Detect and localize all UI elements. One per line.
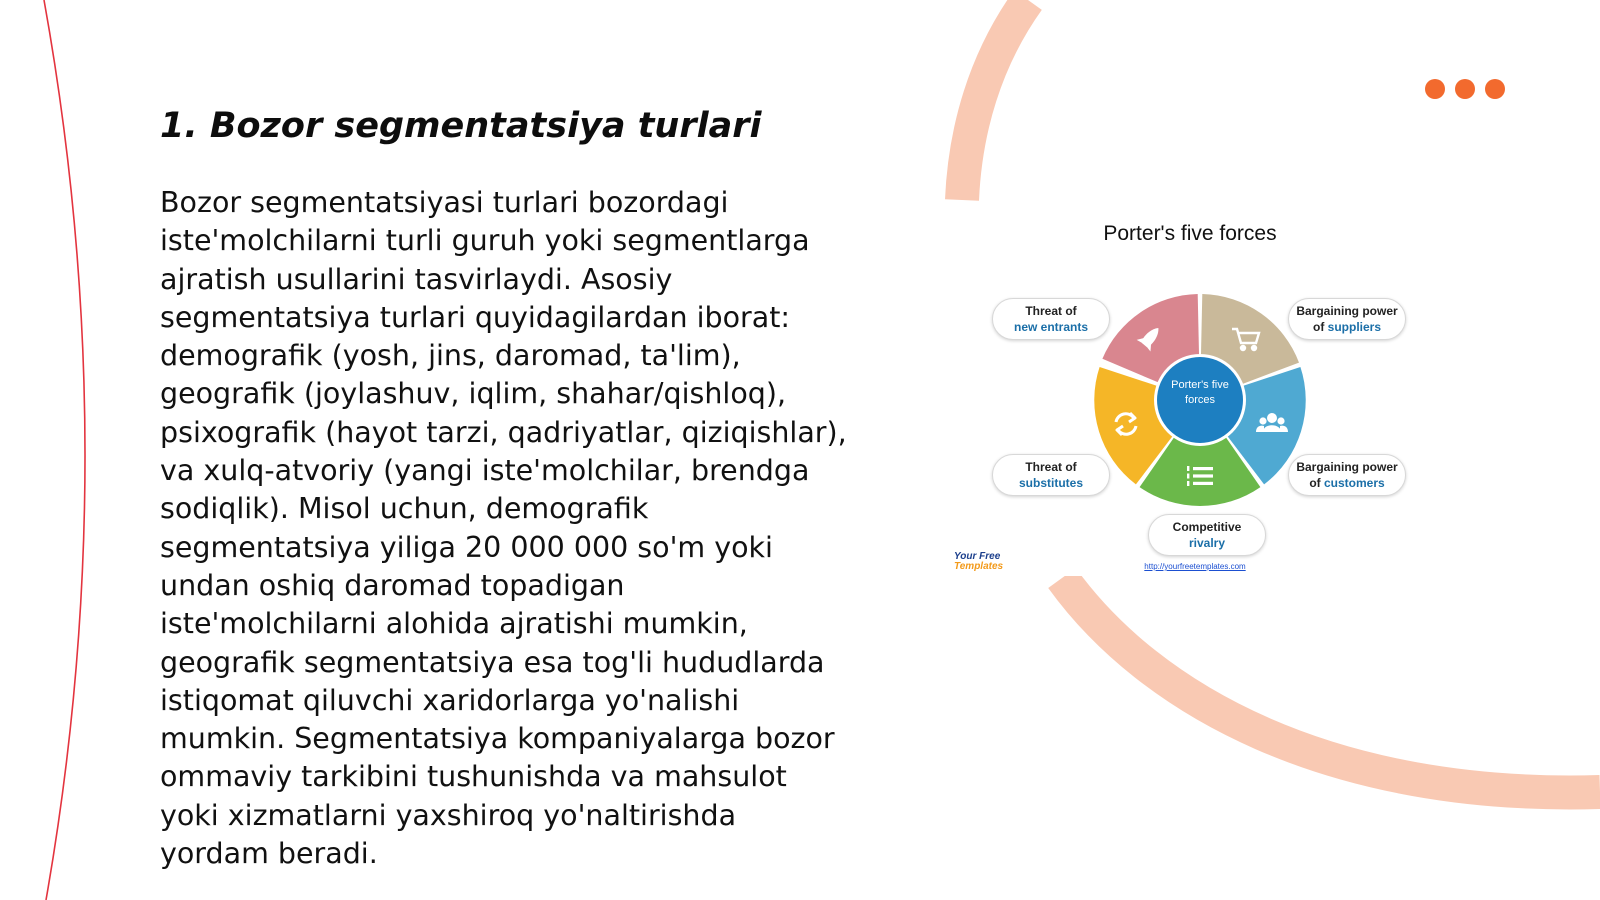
logo-text: Your Free	[954, 551, 1001, 562]
force-label: Threat of	[1025, 460, 1077, 474]
porter-five-forces-diagram	[950, 208, 1430, 576]
force-highlight: suppliers	[1327, 320, 1382, 334]
force-customers	[1288, 454, 1406, 496]
center-hub-label: Porter's five forces	[1171, 379, 1229, 406]
force-suppliers	[1288, 298, 1406, 340]
accent-dots	[1425, 79, 1505, 99]
force-connector: of	[1309, 476, 1324, 490]
slide-title: 1. Bozor segmentatsiya turlari	[160, 106, 762, 146]
logo-text: Templates	[954, 561, 1004, 572]
accent-dot	[1485, 79, 1505, 99]
body-paragraph: Bozor segmentatsiyasi turlari bozordagi iste'molchilarni turli guruh yoki segmentlarga ajratish usullarini tasvirlaydi. Asosiy segmentatsiya turlari quyidagilardan iborat: demografik (yosh, jins, daromad, ta'lim), geografik (joylashuv, iqlim, shahar/qishloq), psixografik (hayot tarzi, qadriyatlar, qiziqishlar), va xulq-atvoriy (yangi iste'molchilar, brendga sodiqlik). Misol uchun, demografik segmentatsiya yiliga 20 000 000 so'm yoki undan oshiq daromad topadigan iste'molchilarni alohida ajratishi mumkin, geografik segmentatsiya esa tog'li hududlarda istiqomat qiluvchi xaridorlarga yo'nalishi mumkin. Segmentatsiya kompaniyalarga bozor ommaviy tarkibini tushunishda va mahsulot yoki xizmatlarni yaxshiroq yo'naltirishda yordam beradi.	[160, 186, 847, 871]
decorative-arc	[962, 0, 1028, 200]
force-label: Bargaining power	[1296, 460, 1398, 474]
force-highlight: substitutes	[1018, 476, 1083, 490]
left-edge-curve	[44, 0, 85, 900]
template-url-link[interactable]: http://yourfreetemplates.com	[1144, 562, 1246, 571]
force-label: Competitive	[1172, 520, 1242, 534]
force-connector: of	[1312, 320, 1328, 334]
force-highlight: new entrants	[1013, 320, 1088, 334]
force-rivalry	[1148, 514, 1266, 556]
accent-dot	[1425, 79, 1445, 99]
force-highlight: customers	[1323, 476, 1385, 490]
force-label: Threat of	[1025, 304, 1077, 318]
force-substitutes	[992, 454, 1110, 496]
force-new-entrants	[992, 298, 1110, 340]
accent-dot	[1455, 79, 1475, 99]
force-highlight: rivalry	[1188, 536, 1226, 550]
template-logo	[954, 552, 1003, 572]
decorative-arc-lower	[1062, 578, 1600, 792]
force-label: Bargaining power	[1296, 304, 1398, 318]
diagram-title: Porter's five forces	[1103, 222, 1277, 245]
